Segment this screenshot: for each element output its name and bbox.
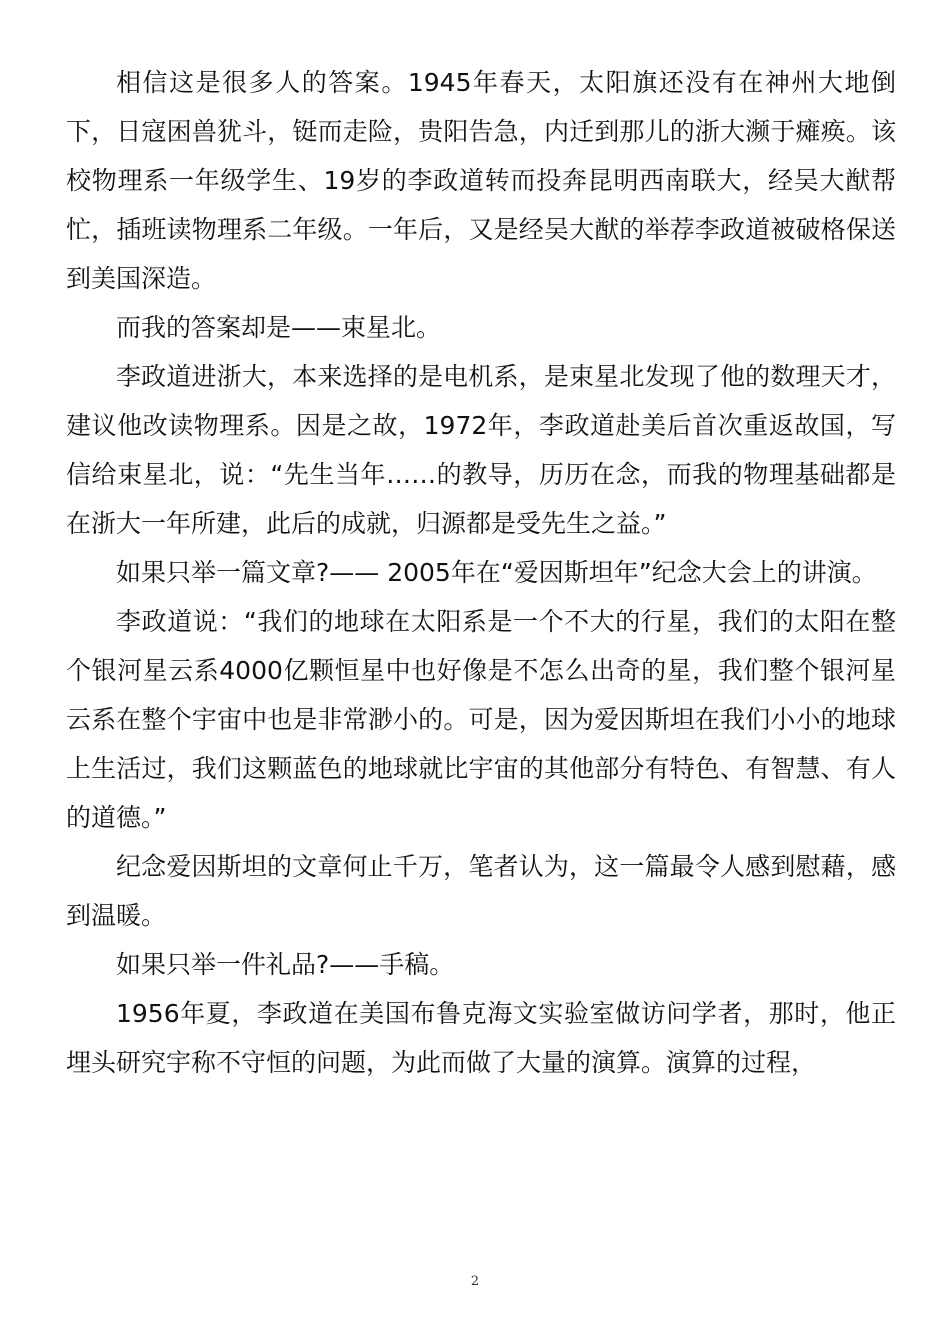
document-body bbox=[66, 58, 896, 1087]
paragraph: 如果只举一篇文章?—— 2005年在“爱因斯坦年”纪念大会上的讲演。 bbox=[116, 558, 877, 587]
paragraph: 李政道进浙大，本来选择的是电机系，是束星北发现了他的数理天才，建议他改读物理系。因是之故，1972年，李政道赴美后首次重返故国，写信给束星北，说：“先生当年……的教导，历历在念，而我的物理基础都是在浙大一年所建，此后的成就，归源都是受先生之益。” bbox=[66, 362, 896, 538]
paragraph: 李政道说：“我们的地球在太阳系是一个不大的行星，我们的太阳在整个银河星云系4000亿颗恒星中也好像是不怎么出奇的星，我们整个银河星云系在整个宇宙中也是非常渺小的。可是，因为爱因斯坦在我们小小的地球上生活过，我们这颗蓝色的地球就比宇宙的其他部分有特色、有智慧、有人的道德。” bbox=[66, 607, 896, 832]
paragraph: 如果只举一件礼品?——手稿。 bbox=[116, 950, 455, 979]
paragraph: 相信这是很多人的答案。1945年春天，太阳旗还没有在神州大地倒下，日寇困兽犹斗，铤而走险，贵阳告急，内迁到那儿的浙大濒于瘫痪。该校物理系一年级学生、19岁的李政道转而投奔昆明西南联大，经吴大猷帮忙，插班读物理系二年级。一年后，又是经吴大猷的举荐李政道被破格保送到美国深造。 bbox=[66, 68, 896, 293]
paragraph: 而我的答案却是——束星北。 bbox=[116, 313, 442, 342]
paragraph: 1956年夏，李政道在美国布鲁克海文实验室做访问学者，那时，他正埋头研究宇称不守恒的问题，为此而做了大量的演算。演算的过程， bbox=[66, 999, 896, 1077]
paragraph: 纪念爱因斯坦的文章何止千万，笔者认为，这一篇最令人感到慰藉，感到温暖。 bbox=[66, 852, 896, 930]
page-number: 2 bbox=[470, 1274, 480, 1289]
